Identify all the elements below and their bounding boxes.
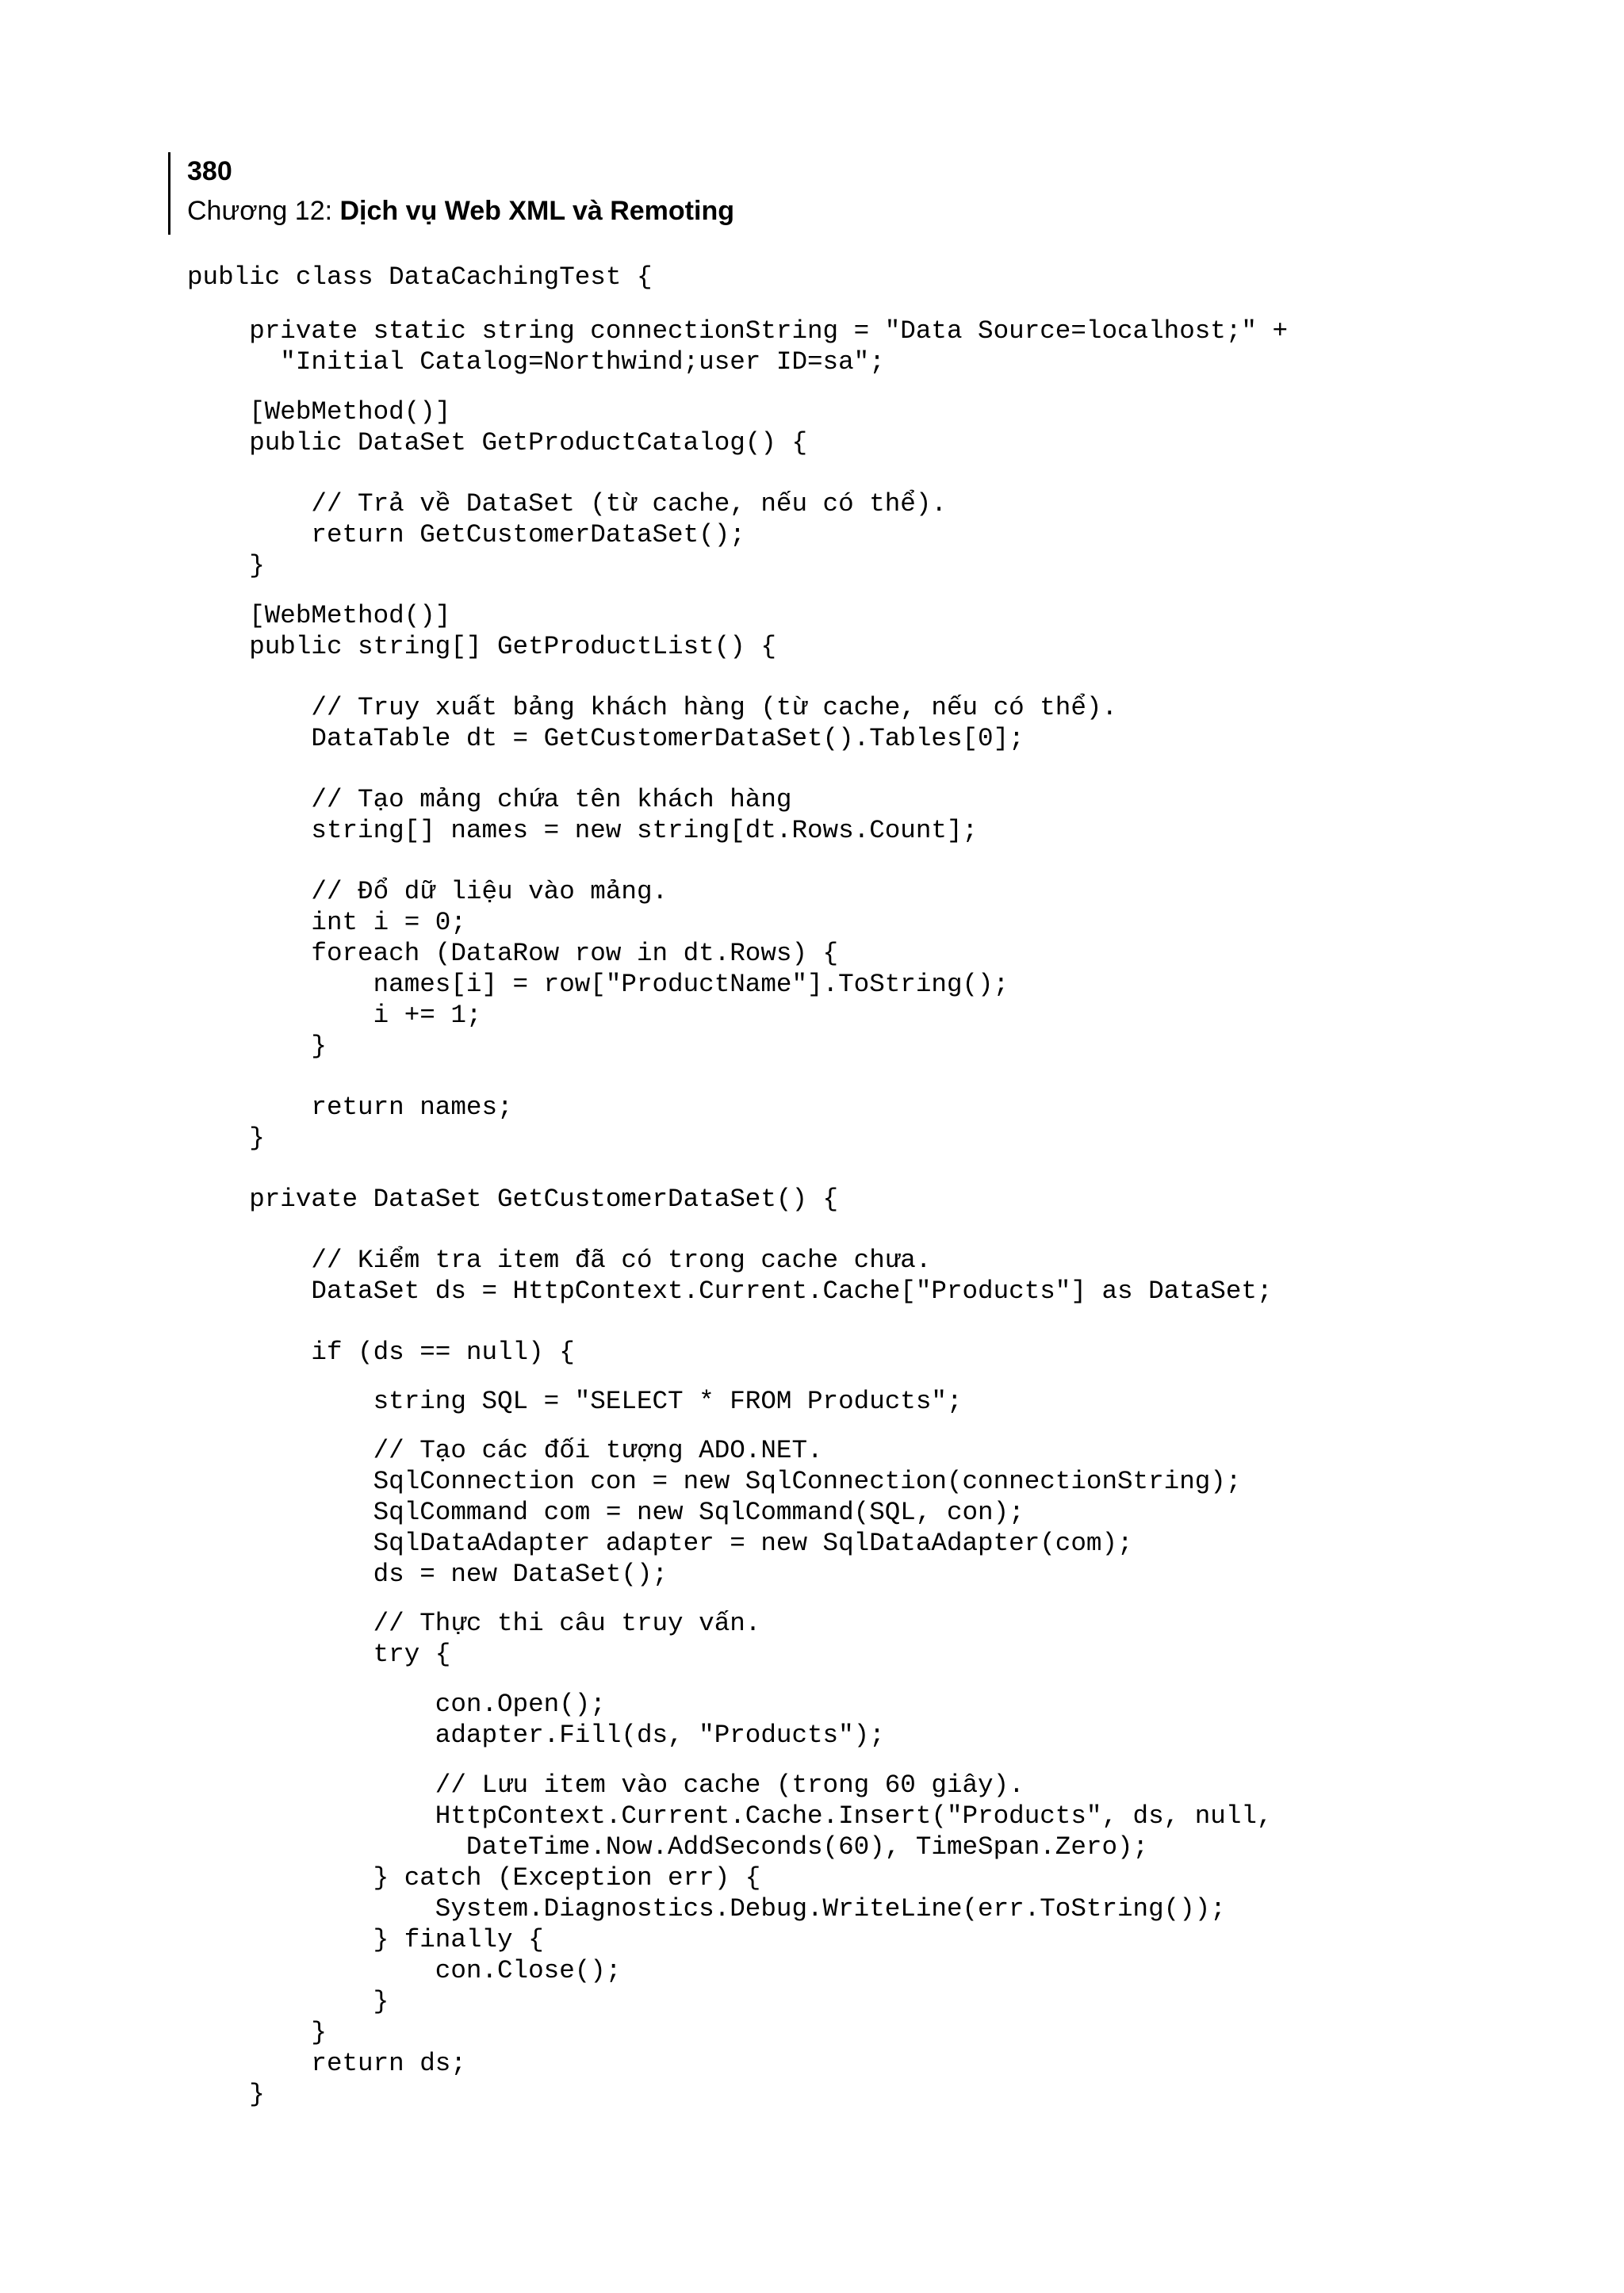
code-line: DateTime.Now.AddSeconds(60), TimeSpan.Zero); [187,1832,1149,1862]
code-line: [WebMethod()] [187,397,451,427]
chapter-prefix: Chương 12: [187,196,340,226]
code-line: } catch (Exception err) { [187,1863,761,1893]
code-line: System.Diagnostics.Debug.WriteLine(err.ToString()); [187,1894,1226,1924]
code-line: string SQL = "SELECT * FROM Products"; [187,1387,963,1416]
code-line: return names; [187,1093,513,1122]
code-line: public class DataCachingTest { [187,262,653,292]
code-line: } [187,1124,265,1153]
code-line: private DataSet GetCustomerDataSet() { [187,1185,839,1214]
chapter-title: Dịch vụ Web XML và Remoting [339,196,734,226]
code-line: SqlConnection con = new SqlConnection(connectionString); [187,1467,1242,1496]
code-line: return GetCustomerDataSet(); [187,520,745,549]
code-line: foreach (DataRow row in dt.Rows) { [187,939,839,968]
code-line: // Tạo mảng chứa tên khách hàng [187,785,792,814]
code-line: // Kiểm tra item đã có trong cache chưa. [187,1246,932,1275]
code-line: // Thực thi câu truy vấn. [187,1609,761,1638]
code-line: try { [187,1640,451,1669]
code-line: return ds; [187,2049,466,2078]
code-line: ds = new DataSet(); [187,1560,668,1589]
code-line: } finally { [187,1925,544,1954]
code-line: // Tạo các đối tượng ADO.NET. [187,1436,823,1465]
header-rule [168,152,170,235]
code-line: } [187,1987,389,2016]
code-line: HttpContext.Current.Cache.Insert("Products", ds, null, [187,1801,1273,1831]
code-line: } [187,1032,327,1061]
code-line: } [187,2080,265,2109]
code-line: private static string connectionString = "Data Source=localhost;" + [187,316,1289,346]
code-line: public DataSet GetProductCatalog() { [187,428,808,457]
code-line: } [187,2018,327,2047]
code-line: // Truy xuất bảng khách hàng (từ cache, nếu có thể). [187,693,1118,722]
code-line: int i = 0; [187,908,466,937]
code-line: // Đổ dữ liệu vào mảng. [187,877,668,906]
code-line: if (ds == null) { [187,1338,575,1367]
page-number: 380 [187,156,232,186]
chapter-heading [187,195,734,227]
code-line: DataSet ds = HttpContext.Current.Cache["Products"] as DataSet; [187,1277,1273,1306]
code-line: con.Close(); [187,1956,622,1985]
code-line: SqlDataAdapter adapter = new SqlDataAdapter(com); [187,1529,1133,1558]
code-line: } [187,551,265,580]
code-line: DataTable dt = GetCustomerDataSet().Tables[0]; [187,724,1025,753]
code-line: SqlCommand com = new SqlCommand(SQL, con); [187,1498,1025,1527]
code-line: // Trả về DataSet (từ cache, nếu có thể). [187,489,947,519]
code-line: public string[] GetProductList() { [187,632,776,661]
code-line: [WebMethod()] [187,601,451,630]
code-line: adapter.Fill(ds, "Products"); [187,1721,885,1750]
code-line: string[] names = new string[dt.Rows.Count]; [187,816,979,845]
code-line: // Lưu item vào cache (trong 60 giây). [187,1770,1025,1800]
code-line: names[i] = row["ProductName"].ToString(); [187,970,1009,999]
code-line: i += 1; [187,1001,482,1030]
code-line: con.Open(); [187,1690,606,1719]
code-line: "Initial Catalog=Northwind;user ID=sa"; [187,347,885,377]
